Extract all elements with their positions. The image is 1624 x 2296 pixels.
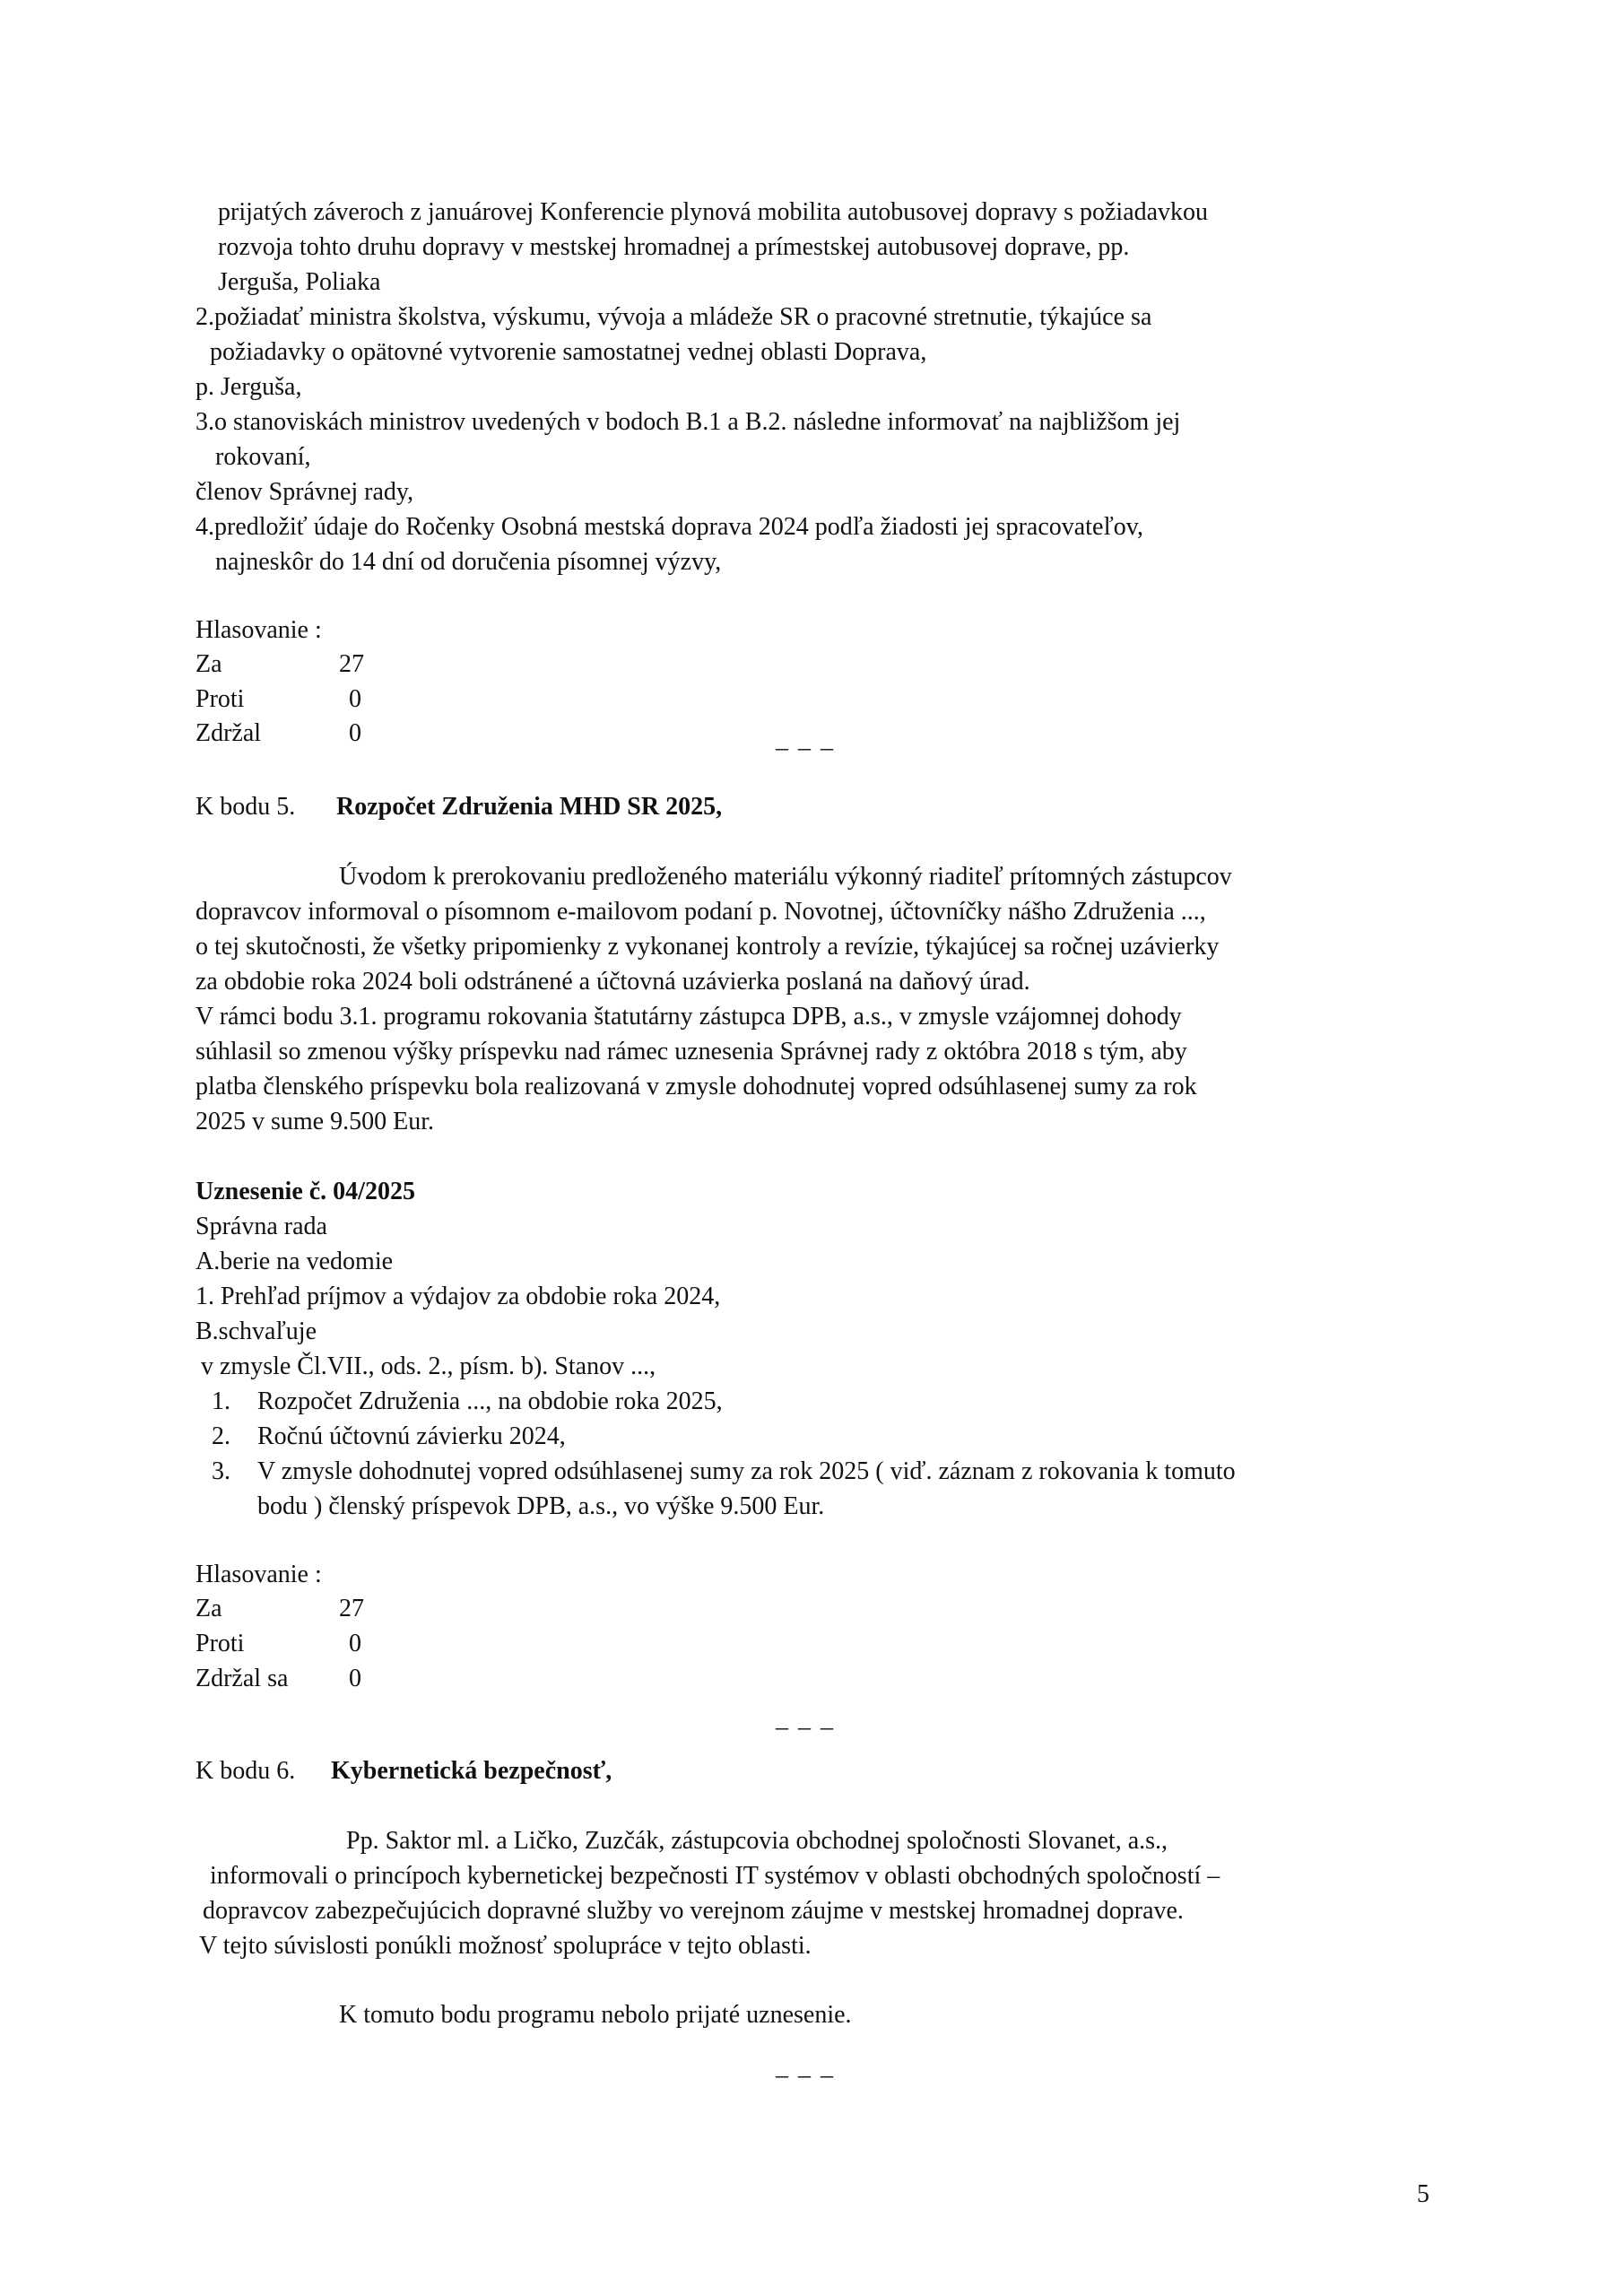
paragraph-line: dopravcov zabezpečujúcich dopravné služby vo verejnom záujme v mestskej hromadnej doprave. <box>203 1897 1184 1925</box>
item-title: Rozpočet Združenia MHD SR 2025, <box>336 793 723 821</box>
list-item: 3.o stanoviskách ministrov uvedených v bodoch B.1 a B.2. následne informovať na najbližšom jej <box>195 408 1181 436</box>
vote-zdrzal-value: 0 <box>349 1665 361 1692</box>
vote-zdrzal-label: Zdržal sa <box>195 1665 289 1692</box>
paragraph-line: dopravcov informoval o písomnom e-mailovom podaní p. Novotnej, účtovníčky nášho Združenia ..., <box>195 898 1206 926</box>
vote-zdrzal-value: 0 <box>349 719 361 747</box>
resolution-section-b: B.schvaľuje <box>195 1318 317 1345</box>
list-item: 4.predložiť údaje do Ročenky Osobná mestská doprava 2024 podľa žiadosti jej spracovateľov, <box>195 513 1143 541</box>
vote-za-value: 27 <box>339 650 364 678</box>
paragraph-line: súhlasil so zmenou výšky príspevku nad rámec uznesenia Správnej rady z októbra 2018 s tým, aby <box>195 1038 1187 1065</box>
page-number: 5 <box>1417 2180 1429 2208</box>
vote-zdrzal-label: Zdržal <box>195 719 262 747</box>
vote-proti-value: 0 <box>349 685 361 713</box>
list-number: 2. <box>212 1422 230 1450</box>
list-item: V zmysle dohodnutej vopred odsúhlasenej sumy za rok 2025 ( viď. záznam z rokovania k tomuto <box>257 1457 1236 1485</box>
list-item: Rozpočet Združenia ..., na obdobie roka 2025, <box>257 1387 723 1415</box>
text-line: rokovaní, <box>215 443 311 471</box>
list-item-continuation: bodu ) členský príspevok DPB, a.s., vo výške 9.500 Eur. <box>257 1492 825 1520</box>
list-item: 2.požiadať ministra školstva, výskumu, vývoja a mládeže SR o pracovné stretnutie, týkajúce sa <box>195 303 1152 331</box>
section-separator: _ _ _ <box>776 1705 835 1733</box>
text-line: najneskôr do 14 dní od doručenia písomnej výzvy, <box>215 548 722 576</box>
paragraph-line: V rámci bodu 3.1. programu rokovania štatutárny zástupca DPB, a.s., v zmysle vzájomnej dohody <box>195 1003 1182 1031</box>
resolution-title: Uznesenie č. 04/2025 <box>195 1178 415 1205</box>
paragraph-line: Úvodom k prerokovaniu predloženého materiálu výkonný riaditeľ prítomných zástupcov <box>339 863 1232 891</box>
vote-za-label: Za <box>195 650 222 678</box>
resolution-body: Správna rada <box>195 1213 327 1240</box>
paragraph-line: informovali o princípoch kybernetickej bezpečnosti IT systémov v oblasti obchodných spoločností – <box>210 1862 1220 1890</box>
text-line: p. Jerguša, <box>195 373 302 401</box>
text-line: požiadavky o opätovné vytvorenie samostatnej vednej oblasti Doprava, <box>210 338 927 366</box>
resolution-a-item: 1. Prehľad príjmov a výdajov za obdobie roka 2024, <box>195 1283 721 1310</box>
list-item: Ročnú účtovnú závierku 2024, <box>257 1422 566 1450</box>
paragraph-line: 2025 v sume 9.500 Eur. <box>195 1108 434 1135</box>
section-separator: _ _ _ <box>776 726 835 753</box>
list-number: 1. <box>212 1387 230 1415</box>
item-prefix: K bodu 5. <box>195 793 296 821</box>
resolution-section-a: A.berie na vedomie <box>195 1248 394 1275</box>
vote-heading: Hlasovanie : <box>195 616 322 644</box>
paragraph-line: o tej skutočnosti, že všetky pripomienky z vykonanej kontroly a revízie, týkajúcej sa ročnej uzávierky <box>195 933 1220 961</box>
paragraph-line: V tejto súvislosti ponúkli možnosť spolupráce v tejto oblasti. <box>199 1932 812 1960</box>
no-resolution-note: K tomuto bodu programu nebolo prijaté uznesenie. <box>339 2001 852 2029</box>
paragraph-line: za obdobie roka 2024 boli odstránené a účtovná uzávierka poslaná na daňový úrad. <box>195 968 1030 996</box>
paragraph-line: Pp. Saktor ml. a Ličko, Zuzčák, zástupcovia obchodnej spoločnosti Slovanet, a.s., <box>346 1827 1168 1855</box>
vote-proti-label: Proti <box>195 685 245 713</box>
vote-za-value: 27 <box>339 1595 364 1622</box>
text-line: Jerguša, Poliaka <box>218 268 381 296</box>
section-separator: _ _ _ <box>776 2053 835 2081</box>
list-number: 3. <box>212 1457 230 1485</box>
item-title: Kybernetická bezpečnosť, <box>331 1757 612 1785</box>
text-line: prijatých záveroch z januárovej Konferencie plynová mobilita autobusovej dopravy s požiadavkou <box>218 198 1209 226</box>
vote-za-label: Za <box>195 1595 222 1622</box>
text-line: rozvoja tohto druhu dopravy v mestskej hromadnej a prímestskej autobusovej doprave, pp. <box>218 233 1130 261</box>
vote-proti-label: Proti <box>195 1630 245 1657</box>
text-line: členov Správnej rady, <box>195 478 414 506</box>
vote-proti-value: 0 <box>349 1630 361 1657</box>
vote-heading: Hlasovanie : <box>195 1561 322 1588</box>
paragraph-line: platba členského príspevku bola realizovaná v zmysle dohodnutej vopred odsúhlasenej sumy za rok <box>195 1073 1197 1100</box>
item-prefix: K bodu 6. <box>195 1757 296 1785</box>
resolution-b-intro: v zmysle Čl.VII., ods. 2., písm. b). Stanov ..., <box>201 1352 656 1380</box>
